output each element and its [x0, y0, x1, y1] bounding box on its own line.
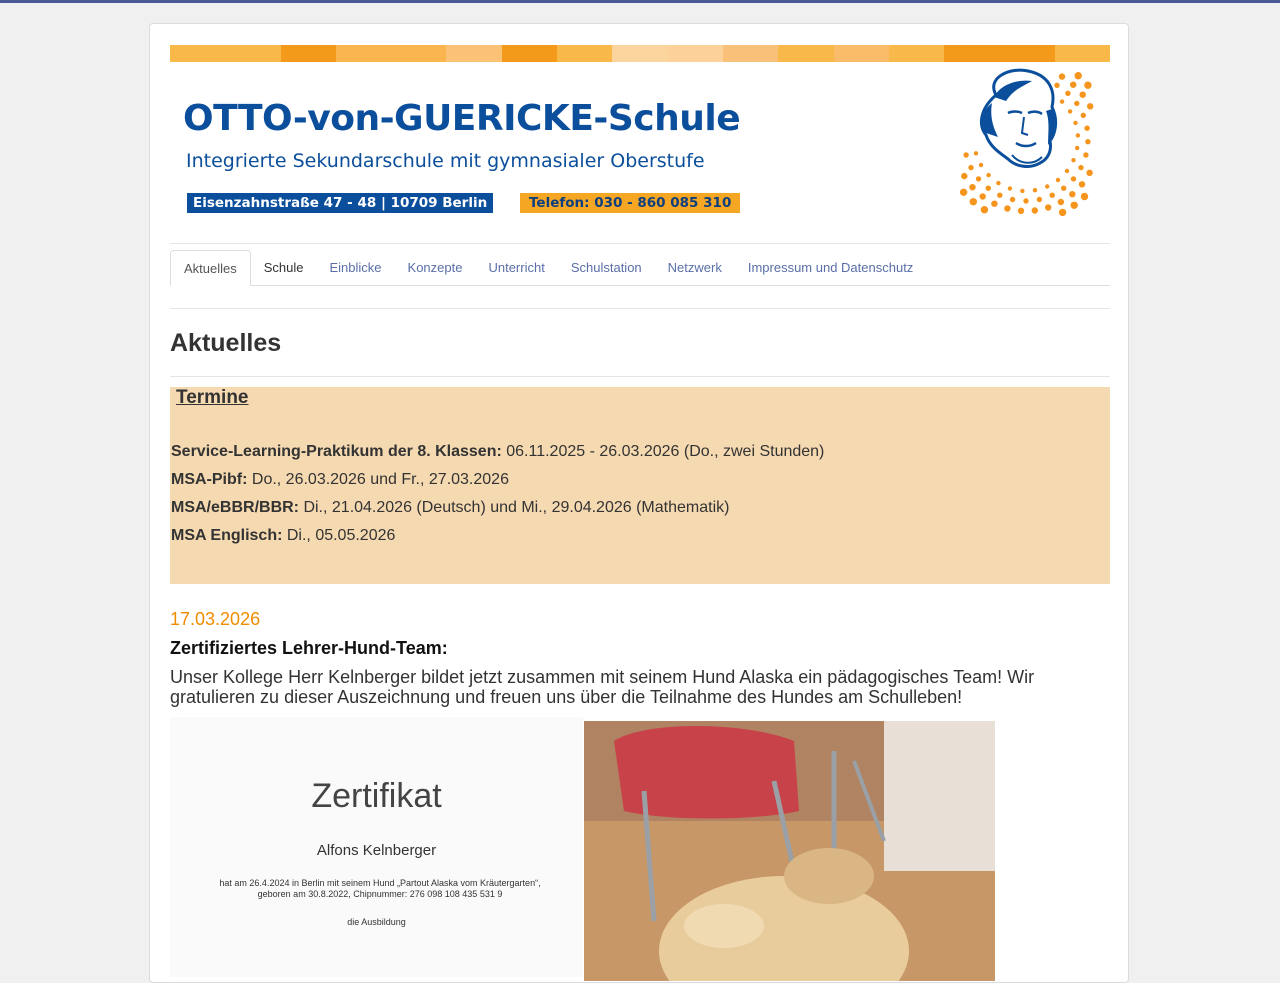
- nav-item-netzwerk[interactable]: Netzwerk: [667, 260, 722, 275]
- termine-box: [170, 387, 1110, 584]
- stripe-segment: [336, 45, 391, 62]
- nav-item-schule[interactable]: Schule: [263, 260, 304, 275]
- content-wrapper: [170, 45, 1110, 927]
- certificate-subtext: die Ausbildung: [347, 917, 406, 927]
- termine-item-label: MSA Englisch:: [171, 527, 283, 544]
- nav-item-konzepte[interactable]: Konzepte: [407, 260, 463, 275]
- stripe-segment: [446, 45, 501, 62]
- school-name: OTTO-von-GUERICKE-Schule: [183, 98, 741, 139]
- nav-item-schulstation[interactable]: Schulstation: [570, 260, 642, 275]
- stripe-segment: [391, 45, 446, 62]
- phone-badge: Telefon: 030 - 860 085 310: [520, 193, 740, 213]
- news-text: Unser Kollege Herr Kelnberger bildet jetzt zusammen mit seinem Hund Alaska ein pädagogisches Team! Wir gratulieren zu dieser Auszeichnung und freuen uns über die Teilnahme des Hundes am Schulleben!: [170, 667, 1035, 707]
- stripe-segment: [281, 45, 336, 62]
- school-subtitle: Integrierte Sekundarschule mit gymnasialer Oberstufe: [186, 150, 705, 172]
- news-date: 17.03.2026: [170, 609, 261, 629]
- termine-item: [171, 442, 824, 470]
- termine-item-label: Service-Learning-Praktikum der 8. Klassen:: [171, 443, 502, 460]
- stripe-segment: [557, 45, 612, 62]
- termine-title: Termine: [176, 387, 249, 408]
- stripe-segment: [944, 45, 999, 62]
- header-divider: [170, 243, 1110, 244]
- site-header: [170, 62, 1110, 259]
- stripe-segment: [1055, 45, 1110, 62]
- dog-photo[interactable]: [584, 721, 995, 981]
- certificate-image[interactable]: [170, 717, 583, 977]
- stripe-segment: [723, 45, 778, 62]
- certificate-name: Alfons Kelnberger: [316, 842, 437, 859]
- page-title: Aktuelles: [170, 329, 282, 357]
- page-container: [149, 23, 1129, 983]
- termine-item: [171, 526, 824, 554]
- stripe-segment: [668, 45, 723, 62]
- stripe-segment: [502, 45, 557, 62]
- header-color-stripe: [170, 45, 1110, 62]
- news-title: Zertifiziertes Lehrer-Hund-Team:: [170, 638, 448, 658]
- title-divider: [170, 376, 1110, 377]
- termine-item-value: Di., 21.04.2026 (Deutsch) und Mi., 29.04.2026 (Mathematik): [299, 499, 730, 516]
- stripe-segment: [170, 45, 225, 62]
- stripe-segment: [889, 45, 944, 62]
- certificate-heading: Zertifikat: [311, 777, 442, 815]
- nav-item-unterricht[interactable]: Unterricht: [488, 260, 545, 275]
- termine-item: [171, 498, 824, 526]
- termine-item: [171, 470, 824, 498]
- termine-item-label: MSA-Pibf:: [171, 471, 248, 488]
- nav-item-impressum[interactable]: Impressum und Datenschutz: [747, 260, 914, 275]
- stripe-segment: [778, 45, 833, 62]
- stripe-segment: [834, 45, 889, 62]
- termine-item-value: 06.11.2025 - 26.03.2026 (Do., zwei Stunden): [501, 443, 825, 460]
- nav-item-aktuelles[interactable]: Aktuelles: [170, 250, 251, 286]
- stripe-segment: [999, 45, 1054, 62]
- nav-divider: [170, 308, 1110, 309]
- nav-item-einblicke[interactable]: Einblicke: [329, 260, 382, 275]
- certificate-text: hat am 26.4.2024 in Berlin mit seinem Hund „Partout Alaska vom Kräutergarten“, geboren am 30.8.2022, Chipnummer: 276 098 108 435 531 9: [219, 878, 541, 899]
- termine-list: [171, 442, 824, 554]
- school-logo-icon: [956, 67, 1096, 217]
- termine-item-value: Do., 26.03.2026 und Fr., 27.03.2026: [247, 471, 509, 488]
- termine-item-label: MSA/eBBR/BBR:: [171, 499, 299, 516]
- main-navigation: [170, 250, 1110, 286]
- stripe-segment: [612, 45, 667, 62]
- termine-item-value: Di., 05.05.2026: [282, 527, 396, 544]
- stripe-segment: [225, 45, 280, 62]
- address-badge: Eisenzahnstraße 47 - 48 | 10709 Berlin: [187, 193, 493, 213]
